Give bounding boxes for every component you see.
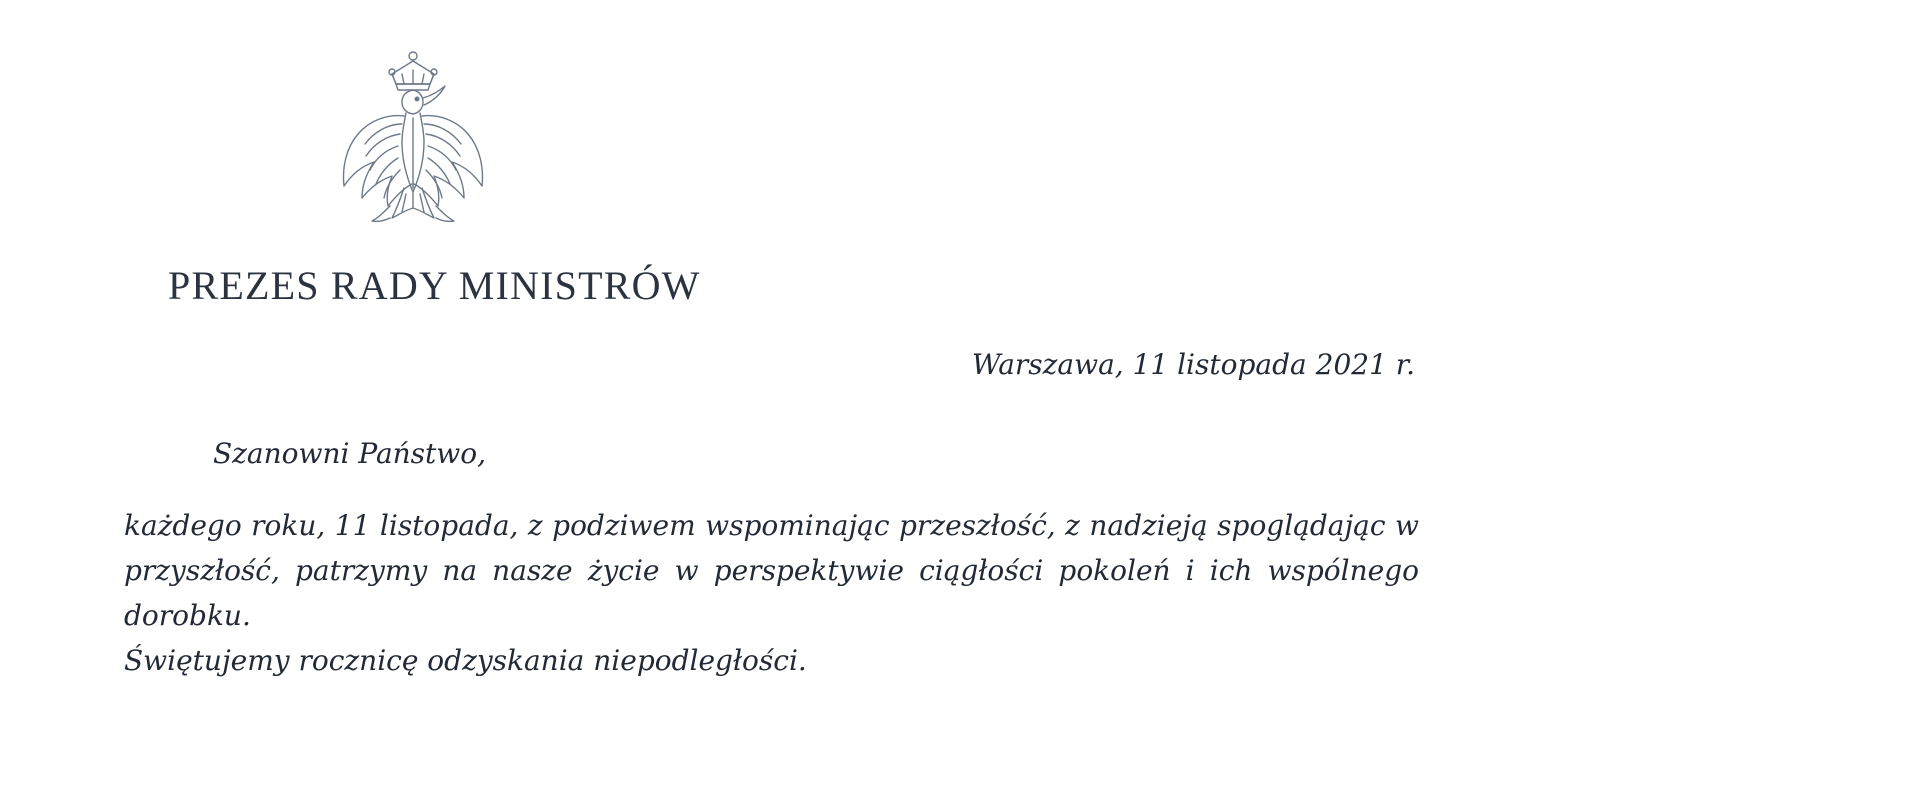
letter-body <box>124 503 1419 683</box>
salutation: Szanowni Państwo, <box>213 437 487 470</box>
letter-paragraph: Świętujemy rocznicę odzyskania niepodległości. <box>124 644 807 677</box>
polish-eagle-coat-of-arms-icon <box>318 28 508 233</box>
place-and-date: Warszawa, 11 listopada 2021 r. <box>971 348 1415 381</box>
page-title: PREZES RADY MINISTRÓW <box>168 263 701 308</box>
letter-paragraph: każdego roku, 11 listopada, z podziwem wspominając przeszłość, z nadzieją spoglądając w przyszłość, patrzymy na nasze życie w perspektywie ciągłości pokoleń i ich wspólnego dorobku. <box>124 509 1419 632</box>
